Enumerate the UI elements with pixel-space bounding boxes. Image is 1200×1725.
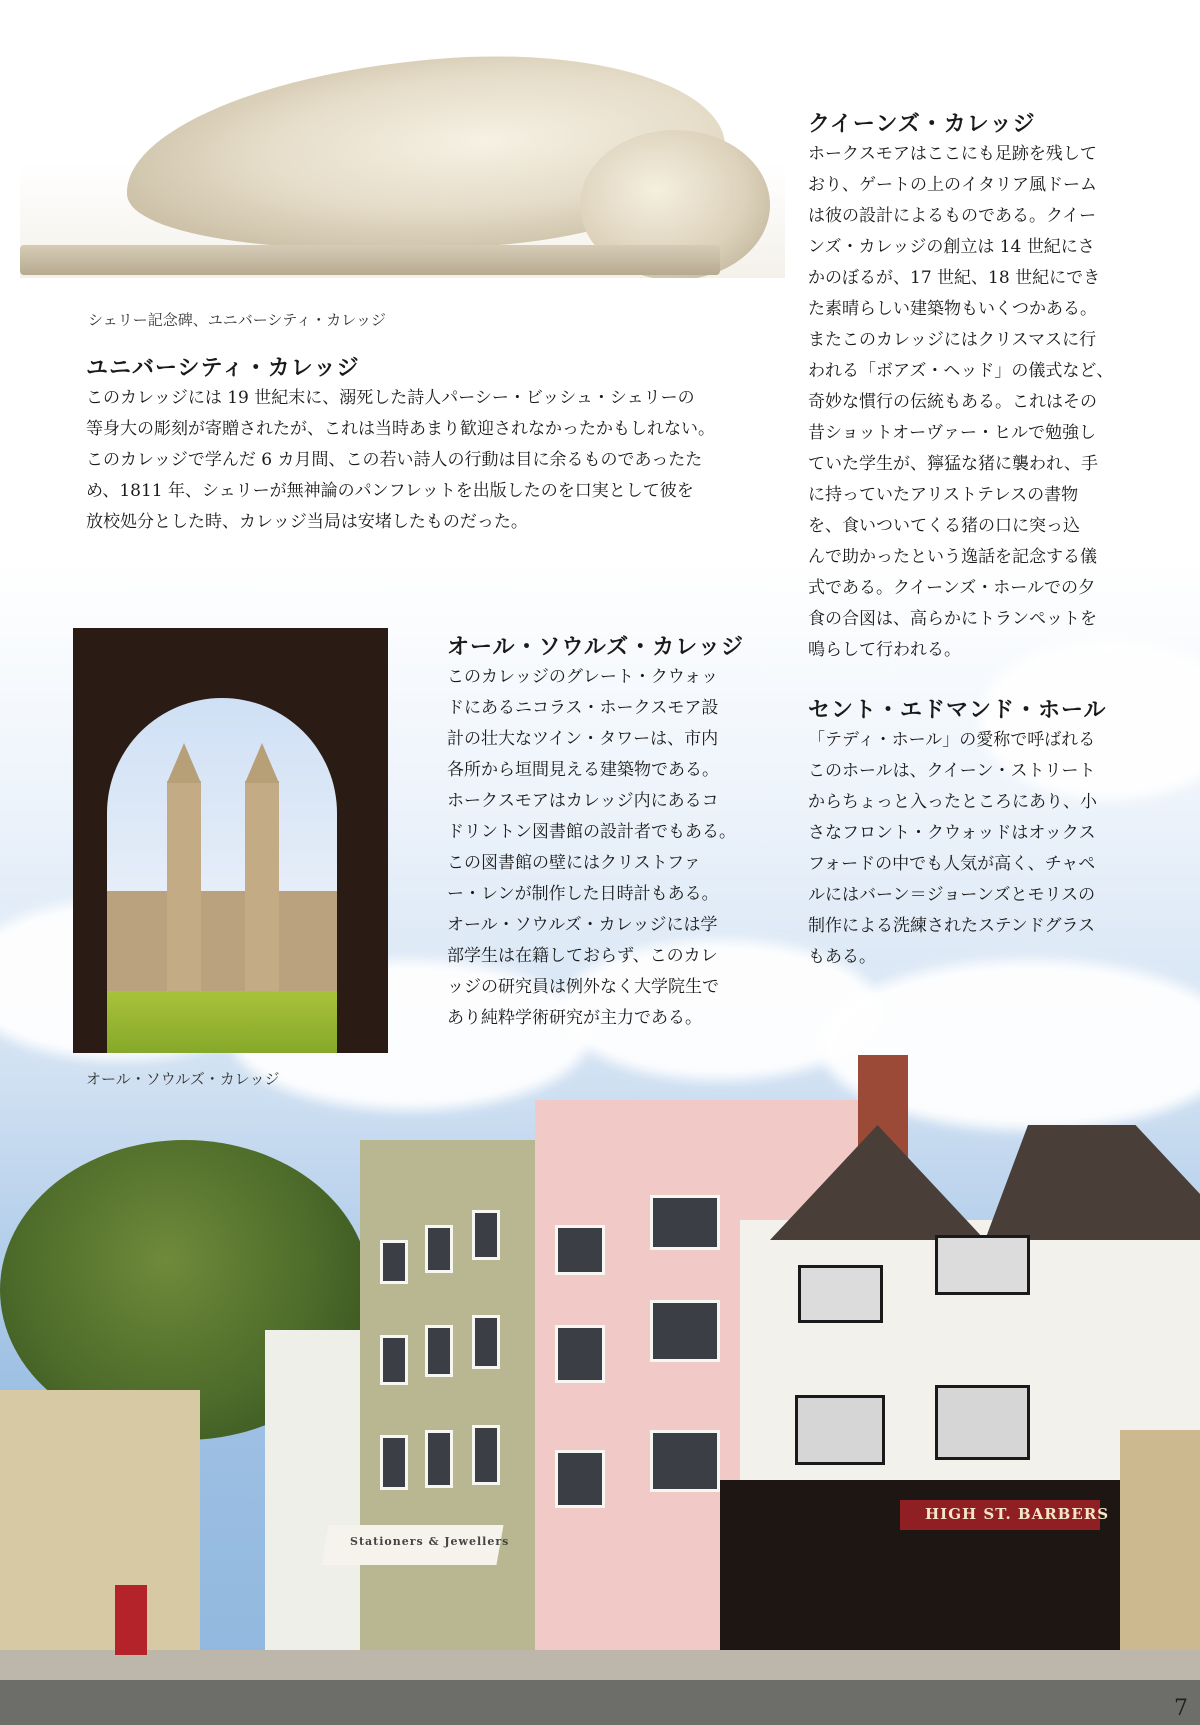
allsouls-line: ドにあるニコラス・ホークスモア設 — [447, 698, 719, 718]
shop-awning-text: Stationers & Jewellers — [350, 1535, 510, 1548]
edmund-line: ルにはバーン＝ジョーンズとモリスの — [808, 885, 1096, 905]
queens-line: に持っていたアリストテレスの書物 — [808, 485, 1079, 505]
university-line: このカレッジには 19 世紀末に、溺死した詩人パーシー・ビッシュ・シェリーの — [86, 388, 695, 408]
window — [380, 1335, 408, 1385]
allsouls-line: ホークスモアはカレッジ内にあるコ — [447, 791, 719, 811]
window — [555, 1225, 605, 1275]
university-line: このカレッジで学んだ 6 カ月間、この若い詩人の行動は目に余るものであったた — [86, 450, 703, 470]
queens-line: 鳴らして行われる。 — [808, 640, 961, 660]
window — [650, 1195, 720, 1250]
queens-line: 式である。クイーンズ・ホールでの夕 — [808, 578, 1095, 598]
sculpture-caption: シェリー記念碑、ユニバーシティ・カレッジ — [88, 311, 387, 329]
edmund-body — [808, 725, 1128, 973]
queens-line: ホークスモアはここにも足跡を残して — [808, 144, 1097, 164]
queens-line: ンズ・カレッジの創立は 14 世紀にさ — [808, 237, 1095, 257]
university-body — [86, 383, 766, 538]
queens-line: おり、ゲートの上のイタリア風ドーム — [808, 175, 1097, 195]
allsouls-line: 計の壮大なツイン・タワーは、市内 — [447, 729, 719, 749]
all-souls-caption: オール・ソウルズ・カレッジ — [86, 1070, 280, 1088]
queens-line: またこのカレッジにはクリスマスに行 — [808, 330, 1097, 350]
queens-line: かのぼるが、17 世紀、18 世紀にでき — [808, 268, 1101, 288]
queens-line: 食の合図は、高らかにトランペットを — [808, 609, 1097, 629]
university-line: 放校処分とした時、カレッジ当局は安堵したものだった。 — [86, 512, 528, 532]
left-tower — [167, 781, 201, 991]
queens-heading: クイーンズ・カレッジ — [808, 112, 1036, 137]
window — [380, 1240, 408, 1284]
allsouls-line: オール・ソウルズ・カレッジには学 — [447, 915, 718, 935]
university-heading: ユニバーシティ・カレッジ — [86, 356, 360, 381]
allsouls-line: 部学生は在籍しておらず、このカレ — [447, 946, 718, 966]
right-spire — [245, 743, 279, 783]
white-building — [265, 1330, 365, 1650]
allsouls-line: ドリントン図書館の設計者でもある。 — [447, 822, 736, 842]
window — [425, 1325, 453, 1377]
allsouls-line: 各所から垣間見える建築物である。 — [447, 760, 719, 780]
edmund-line: からちょっと入ったところにあり、小 — [808, 792, 1097, 812]
red-phone-box — [115, 1585, 147, 1655]
shelley-memorial-photo — [20, 20, 785, 278]
high-street-photo — [0, 1010, 1200, 1725]
green-building — [360, 1140, 535, 1650]
road — [0, 1680, 1200, 1725]
edmund-heading: セント・エドマンド・ホール — [808, 698, 1107, 723]
edmund-line: 「テディ・ホール」の愛称で呼ばれる — [808, 730, 1096, 750]
window — [472, 1425, 500, 1485]
edmund-line: さなフロント・クウォッドはオックス — [808, 823, 1096, 843]
queens-line: われる「ボアズ・ヘッド」の儀式など、 — [808, 361, 1114, 381]
queens-line: は彼の設計によるものである。クイー — [808, 206, 1097, 226]
barber-sign: HIGH ST. BARBERS — [925, 1505, 1110, 1523]
queens-line: 奇妙な慣行の伝統もある。これはその — [808, 392, 1097, 412]
queens-body — [808, 139, 1128, 666]
college-building — [107, 891, 337, 991]
edmund-line: このホールは、クイーン・ストリート — [808, 761, 1096, 781]
window — [650, 1300, 720, 1362]
window — [795, 1395, 885, 1465]
window — [380, 1435, 408, 1490]
allsouls-line: ッジの研究員は例外なく大学院生で — [447, 977, 719, 997]
allsouls-line: ー・レンが制作した日時計もある。 — [447, 884, 719, 904]
allsouls-line: あり純粋学術研究が主力である。 — [447, 1008, 702, 1028]
window — [472, 1315, 500, 1369]
university-line: 等身大の彫刻が寄贈されたが、これは当時あまり歓迎されなかったかもしれない。 — [86, 419, 715, 439]
queens-line: を、食いついてくる猪の口に突っ込 — [808, 516, 1080, 536]
right-tower — [245, 781, 279, 991]
window — [650, 1430, 720, 1492]
pavement — [0, 1650, 1200, 1682]
window — [935, 1385, 1030, 1460]
window — [798, 1265, 883, 1323]
window — [935, 1235, 1030, 1295]
allsouls-heading: オール・ソウルズ・カレッジ — [447, 635, 745, 660]
queens-line: んで助かったという逸話を記念する儀 — [808, 547, 1097, 567]
edmund-line: もある。 — [808, 947, 876, 967]
window — [472, 1210, 500, 1260]
window — [425, 1225, 453, 1273]
all-souls-arch-photo — [73, 628, 388, 1053]
arch-opening — [107, 698, 337, 1053]
window — [555, 1450, 605, 1508]
window — [425, 1430, 453, 1488]
allsouls-line: このカレッジのグレート・クウォッ — [447, 667, 719, 687]
edmund-line: フォードの中でも人気が高く、チャペ — [808, 854, 1096, 874]
allsouls-line: この図書館の壁にはクリストファ — [447, 853, 701, 873]
queens-line: ていた学生が、獰猛な猪に襲われ、手 — [808, 454, 1099, 474]
queens-line: 昔ショットオーヴァー・ヒルで勉強し — [808, 423, 1096, 443]
queens-line: た素晴らしい建築物もいくつかある。 — [808, 299, 1097, 319]
allsouls-body — [447, 662, 767, 1034]
edmund-line: 制作による洗練されたステンドグラス — [808, 916, 1095, 936]
sculpture-slab — [20, 245, 720, 275]
window — [555, 1325, 605, 1383]
left-spire — [167, 743, 201, 783]
university-line: め、1811 年、シェリーが無神論のパンフレットを出版したのを口実として彼を — [86, 481, 694, 501]
page-number: 7 — [1174, 1696, 1188, 1721]
stone-building-left — [0, 1390, 200, 1650]
stone-building-right — [1120, 1430, 1200, 1650]
